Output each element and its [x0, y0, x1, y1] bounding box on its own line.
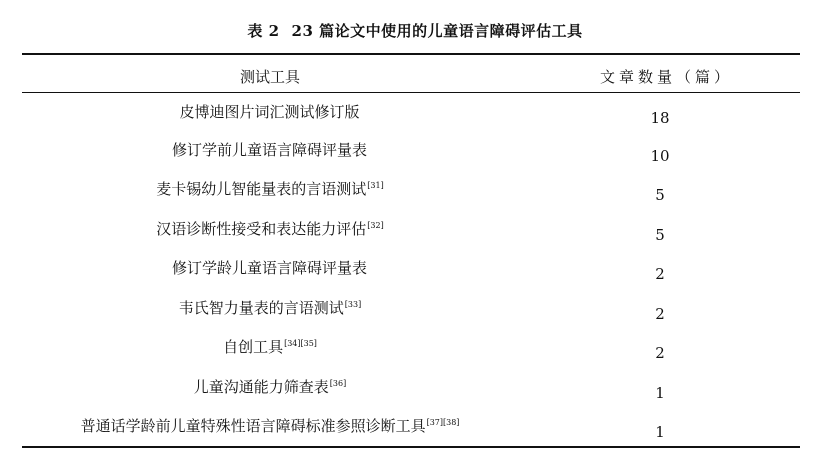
table-row [0, 257, 830, 287]
header-rule [22, 92, 800, 93]
table-row [0, 139, 830, 169]
count-cell: 18 [650, 109, 670, 127]
tool-name-cell: 自创工具[34][35] [223, 338, 317, 356]
table-row [0, 415, 830, 445]
count-cell: 1 [655, 384, 665, 402]
column-header-tool: 测试工具 [239, 68, 300, 86]
tool-name-cell: 修订学前儿童语言障碍评量表 [171, 141, 367, 159]
count-cell: 2 [655, 305, 665, 323]
tool-name-cell: 儿童沟通能力筛查表[36] [193, 378, 347, 396]
top-rule [22, 53, 800, 55]
table-row [0, 218, 830, 248]
tool-name-cell: 皮博迪图片词汇测试修订版 [179, 103, 360, 121]
table-row [0, 376, 830, 406]
tool-name-cell: 汉语诊断性接受和表达能力评估[32] [156, 220, 384, 238]
column-header-count: 文章数量（篇） [600, 68, 734, 86]
count-cell: 2 [655, 344, 665, 362]
tool-name-cell: 麦卡锡幼儿智能量表的言语测试[31] [156, 180, 384, 198]
count-cell: 1 [655, 423, 665, 441]
count-cell: 5 [655, 186, 665, 204]
tool-name-cell: 修订学龄儿童语言障碍评量表 [171, 259, 367, 277]
bottom-rule [22, 446, 800, 448]
table-number: 表 2 [247, 22, 280, 40]
count-cell: 10 [650, 147, 670, 165]
count-cell: 5 [655, 226, 665, 244]
table-row [0, 178, 830, 208]
table-caption [0, 20, 830, 41]
table-row [0, 101, 830, 131]
count-cell: 2 [655, 265, 665, 283]
table-title: 23 篇论文中使用的儿童语言障碍评估工具 [291, 22, 583, 40]
table-row [0, 336, 830, 366]
tool-name-cell: 普通话学龄前儿童特殊性语言障碍标准参照诊断工具[37][38] [80, 417, 460, 435]
table-row [0, 297, 830, 327]
tool-name-cell: 韦氏智力量表的言语测试[33] [178, 299, 362, 317]
